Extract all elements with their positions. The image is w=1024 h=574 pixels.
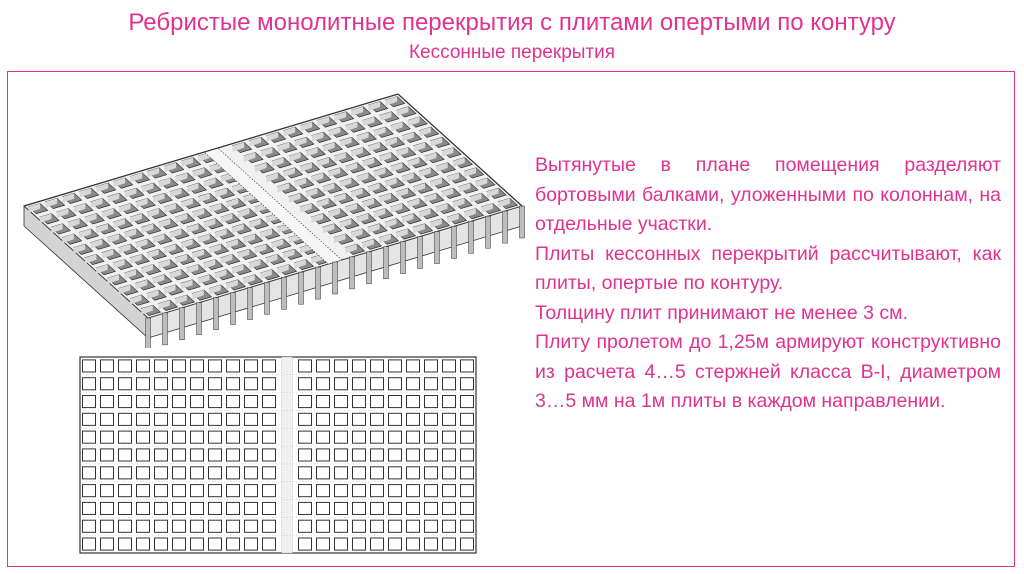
plan-coffer-cell	[83, 538, 96, 550]
plan-coffer-cell	[101, 467, 114, 479]
plan-coffer-cell	[173, 485, 186, 497]
plan-coffer-cell	[155, 467, 168, 479]
plan-coffer-cell	[335, 467, 348, 479]
plan-coffer-cell	[119, 396, 132, 408]
plan-coffer-cell	[209, 431, 222, 443]
plan-coffer-cell	[299, 396, 312, 408]
plan-coffer-cell	[155, 413, 168, 425]
plan-coffer-cell	[101, 485, 114, 497]
plan-coffer-cell	[461, 449, 474, 461]
plan-coffer-cell	[155, 449, 168, 461]
plan-coffer-cell	[83, 360, 96, 372]
plan-coffer-cell	[425, 360, 438, 372]
isometric-coffered-slab-drawing	[18, 86, 528, 348]
plan-coffer-cell	[407, 360, 420, 372]
plan-coffer-cell	[83, 378, 96, 390]
plan-coffer-cell	[137, 467, 150, 479]
rib-end	[214, 298, 219, 330]
plan-coffer-cell	[155, 396, 168, 408]
plan-coffer-cell	[101, 520, 114, 532]
plan-coffer-cell	[371, 520, 384, 532]
rib-end	[180, 308, 185, 340]
plan-coffer-cell	[209, 360, 222, 372]
plan-coffer-cell	[101, 413, 114, 425]
page-title: Ребристые монолитные перекрытия с плитами опертыми по контуру	[128, 9, 896, 36]
plan-coffer-cell	[335, 502, 348, 514]
plan-coffer-cell	[137, 378, 150, 390]
plan-coffer-cell	[137, 502, 150, 514]
plan-coffer-cell	[443, 413, 456, 425]
plan-coffer-cell	[191, 413, 204, 425]
plan-coffer-cell	[173, 360, 186, 372]
rib-end	[452, 226, 457, 258]
plan-coffer-cell	[227, 413, 240, 425]
plan-coffer-cell	[335, 413, 348, 425]
plan-coffer-cell	[263, 538, 276, 550]
plan-coffer-cell	[173, 449, 186, 461]
plan-coffer-cell	[191, 520, 204, 532]
plan-coffer-cell	[389, 396, 402, 408]
plan-coffer-cell	[191, 485, 204, 497]
plan-coffer-cell	[191, 378, 204, 390]
plan-coffer-cell	[407, 449, 420, 461]
plan-coffer-cell	[371, 502, 384, 514]
plan-coffer-cell	[155, 502, 168, 514]
plan-coffer-cell	[83, 467, 96, 479]
plan-coffer-cell	[191, 538, 204, 550]
plan-coffer-cell	[461, 520, 474, 532]
plan-coffer-cell	[443, 449, 456, 461]
plan-coffer-cell	[389, 502, 402, 514]
plan-coffer-cell	[83, 413, 96, 425]
plan-coffer-cell	[119, 485, 132, 497]
plan-coffer-cell	[461, 485, 474, 497]
plan-coffer-cell	[299, 538, 312, 550]
plan-coffer-cell	[317, 431, 330, 443]
plan-coffer-cell	[245, 467, 258, 479]
plan-coffer-cell	[137, 396, 150, 408]
plan-coffer-cell	[371, 449, 384, 461]
plan-coffer-cell	[245, 360, 258, 372]
plan-coffer-cell	[209, 449, 222, 461]
plan-coffer-cell	[173, 431, 186, 443]
plan-coffer-cell	[443, 502, 456, 514]
plan-central-beam	[282, 357, 293, 553]
plan-coffer-cell	[245, 449, 258, 461]
plan-coffer-cell	[173, 538, 186, 550]
plan-coffer-cell	[209, 413, 222, 425]
plan-coffer-cell	[227, 467, 240, 479]
plan-coffer-cell	[173, 396, 186, 408]
plan-coffer-cell	[155, 431, 168, 443]
plan-coffer-cell	[209, 378, 222, 390]
plan-coffer-cell	[443, 378, 456, 390]
plan-coffer-cell	[209, 485, 222, 497]
description-text	[535, 151, 1001, 417]
plan-coffer-cell	[407, 502, 420, 514]
plan-coffer-cell	[155, 360, 168, 372]
plan-coffer-cell	[101, 378, 114, 390]
plan-view-coffered-slab-drawing	[78, 355, 478, 555]
plan-coffer-cell	[245, 413, 258, 425]
rib-end	[146, 318, 151, 348]
plan-coffer-cell	[407, 485, 420, 497]
plan-coffer-cell	[389, 431, 402, 443]
plan-coffer-cell	[263, 378, 276, 390]
plan-coffer-cell	[407, 396, 420, 408]
plan-coffer-cell	[407, 467, 420, 479]
plan-coffer-cell	[461, 413, 474, 425]
plan-coffer-cell	[227, 378, 240, 390]
rib-end	[350, 257, 355, 289]
plan-coffer-cell	[119, 467, 132, 479]
plan-coffer-cell	[299, 449, 312, 461]
plan-coffer-cell	[83, 520, 96, 532]
plan-coffer-cell	[245, 431, 258, 443]
rib-end	[265, 282, 270, 314]
plan-coffer-cell	[335, 485, 348, 497]
plan-coffer-cell	[443, 520, 456, 532]
plan-coffer-cell	[191, 396, 204, 408]
plan-coffer-cell	[353, 360, 366, 372]
plan-coffer-cell	[443, 538, 456, 550]
plan-coffer-cell	[443, 467, 456, 479]
plan-coffer-cell	[245, 538, 258, 550]
plan-coffer-cell	[119, 360, 132, 372]
plan-coffer-cell	[191, 360, 204, 372]
plan-coffer-cell	[299, 378, 312, 390]
plan-coffer-cell	[209, 396, 222, 408]
plan-coffer-cell	[371, 467, 384, 479]
plan-coffer-cell	[191, 467, 204, 479]
plan-coffer-cell	[389, 360, 402, 372]
plan-coffer-cell	[371, 396, 384, 408]
plan-coffer-cell	[101, 449, 114, 461]
plan-coffer-cell	[101, 538, 114, 550]
plan-coffer-cell	[317, 520, 330, 532]
plan-coffer-cell	[263, 360, 276, 372]
plan-coffer-cell	[119, 431, 132, 443]
rib-end	[367, 252, 372, 284]
plan-coffer-cell	[137, 520, 150, 532]
plan-coffer-cell	[443, 360, 456, 372]
plan-coffer-cell	[335, 538, 348, 550]
plan-coffer-cell	[173, 413, 186, 425]
plan-coffer-cell	[461, 431, 474, 443]
plan-coffer-cell	[389, 467, 402, 479]
plan-coffer-cell	[407, 413, 420, 425]
plan-coffer-cell	[173, 467, 186, 479]
plan-coffer-cell	[191, 502, 204, 514]
plan-coffer-cell	[263, 520, 276, 532]
plan-coffer-cell	[317, 485, 330, 497]
plan-coffer-cell	[389, 449, 402, 461]
plan-coffer-cell	[245, 520, 258, 532]
plan-coffer-cell	[425, 449, 438, 461]
plan-coffer-cell	[155, 378, 168, 390]
rib-end	[282, 277, 287, 309]
plan-coffer-cell	[335, 431, 348, 443]
plan-coffer-cell	[389, 413, 402, 425]
plan-coffer-cell	[299, 485, 312, 497]
plan-coffer-cell	[191, 449, 204, 461]
plan-coffer-cell	[425, 485, 438, 497]
description-paragraph-1: Вытянутые в плане помещения разделяют бортовыми балками, уложенными по колоннам, на отдельные участки.	[535, 154, 1001, 235]
plan-coffer-cell	[299, 502, 312, 514]
plan-coffer-cell	[353, 485, 366, 497]
plan-coffer-cell	[83, 502, 96, 514]
rib-end	[163, 313, 168, 345]
plan-coffer-cell	[389, 485, 402, 497]
plan-coffer-cell	[425, 396, 438, 408]
plan-coffer-cell	[461, 396, 474, 408]
plan-coffer-cell	[425, 520, 438, 532]
plan-coffer-cell	[389, 378, 402, 390]
plan-coffer-cell	[245, 378, 258, 390]
plan-coffer-cell	[353, 431, 366, 443]
plan-coffer-cell	[335, 360, 348, 372]
plan-coffer-cell	[317, 449, 330, 461]
rib-end	[197, 303, 202, 335]
plan-coffer-cell	[407, 431, 420, 443]
plan-coffer-cell	[335, 378, 348, 390]
plan-coffer-cell	[137, 485, 150, 497]
plan-coffer-cell	[173, 378, 186, 390]
plan-coffer-cell	[443, 485, 456, 497]
plan-coffer-cell	[317, 538, 330, 550]
plan-coffer-cell	[191, 431, 204, 443]
plan-coffer-cell	[407, 538, 420, 550]
plan-coffer-cell	[119, 538, 132, 550]
plan-coffer-cell	[425, 378, 438, 390]
plan-coffer-cell	[389, 538, 402, 550]
plan-coffer-cell	[155, 485, 168, 497]
rib-end	[418, 237, 423, 269]
plan-coffer-cell	[155, 538, 168, 550]
plan-coffer-cell	[245, 502, 258, 514]
rib-end	[503, 211, 508, 243]
plan-coffer-cell	[335, 396, 348, 408]
plan-coffer-cell	[371, 360, 384, 372]
plan-coffer-cell	[119, 449, 132, 461]
plan-coffer-cell	[227, 520, 240, 532]
plan-coffer-cell	[425, 502, 438, 514]
description-paragraph-3: Толщину плит принимают не менее 3 см.	[535, 301, 908, 324]
plan-coffer-cell	[209, 520, 222, 532]
plan-coffer-cell	[227, 396, 240, 408]
plan-coffer-cell	[335, 520, 348, 532]
plan-coffer-cell	[461, 538, 474, 550]
plan-coffer-cell	[101, 396, 114, 408]
plan-coffer-cell	[425, 538, 438, 550]
plan-coffer-cell	[461, 360, 474, 372]
plan-coffer-cell	[353, 449, 366, 461]
plan-coffer-cell	[227, 431, 240, 443]
plan-coffer-cell	[371, 413, 384, 425]
plan-coffer-cell	[353, 538, 366, 550]
plan-coffer-cell	[443, 431, 456, 443]
plan-coffer-cell	[137, 360, 150, 372]
plan-coffer-cell	[101, 502, 114, 514]
rib-end	[384, 247, 389, 279]
plan-coffer-cell	[389, 520, 402, 532]
plan-coffer-cell	[263, 396, 276, 408]
plan-coffer-cell	[227, 502, 240, 514]
plan-coffer-cell	[317, 502, 330, 514]
rib-end	[401, 242, 406, 274]
plan-coffer-cell	[317, 413, 330, 425]
plan-coffer-cell	[263, 467, 276, 479]
rib-end	[333, 262, 338, 294]
plan-coffer-cell	[137, 413, 150, 425]
plan-coffer-cell	[425, 467, 438, 479]
plan-coffer-cell	[299, 467, 312, 479]
plan-coffer-cell	[227, 360, 240, 372]
rib-end	[299, 272, 304, 304]
plan-coffer-cell	[461, 467, 474, 479]
plan-coffer-cell	[425, 431, 438, 443]
plan-coffer-cell	[209, 538, 222, 550]
plan-coffer-cell	[101, 360, 114, 372]
plan-coffer-cell	[353, 413, 366, 425]
plan-coffer-cell	[353, 378, 366, 390]
plan-coffer-cell	[101, 431, 114, 443]
plan-coffer-cell	[119, 378, 132, 390]
plan-coffer-cell	[299, 520, 312, 532]
plan-coffer-cell	[209, 502, 222, 514]
plan-coffer-cell	[83, 431, 96, 443]
plan-coffer-cell	[443, 396, 456, 408]
plan-coffer-cell	[335, 449, 348, 461]
plan-coffer-cell	[317, 360, 330, 372]
plan-coffer-cell	[137, 538, 150, 550]
plan-coffer-cell	[137, 431, 150, 443]
description-paragraph-4: Плиту пролетом до 1,25м армируют конструктивно из расчета 4…5 стержней класса В-I, диаметром 3…5 мм на 1м плиты в каждом направлении.	[535, 331, 1001, 412]
plan-coffer-cell	[119, 413, 132, 425]
plan-coffer-cell	[263, 485, 276, 497]
plan-coffer-cell	[227, 485, 240, 497]
plan-coffer-cell	[83, 449, 96, 461]
plan-coffer-cell	[425, 413, 438, 425]
plan-coffer-cell	[299, 431, 312, 443]
plan-coffer-cell	[299, 413, 312, 425]
plan-coffer-cell	[353, 502, 366, 514]
plan-coffer-cell	[461, 502, 474, 514]
plan-coffer-cell	[227, 538, 240, 550]
plan-coffer-cell	[263, 413, 276, 425]
plan-coffer-cell	[317, 378, 330, 390]
plan-coffer-cell	[83, 485, 96, 497]
rib-end	[248, 288, 253, 320]
plan-coffer-cell	[299, 360, 312, 372]
description-paragraph-2: Плиты кессонных перекрытий рассчитывают, как плиты, опертые по контуру.	[535, 242, 1001, 294]
plan-coffer-cell	[461, 378, 474, 390]
rib-end	[435, 232, 440, 264]
rib-end	[231, 293, 236, 325]
plan-coffer-cell	[83, 396, 96, 408]
plan-coffer-cell	[263, 431, 276, 443]
plan-coffer-cell	[317, 467, 330, 479]
plan-coffer-cell	[371, 378, 384, 390]
plan-coffer-cell	[407, 378, 420, 390]
plan-coffer-cell	[371, 431, 384, 443]
plan-coffer-cell	[353, 396, 366, 408]
rib-end	[520, 206, 525, 238]
plan-coffer-cell	[209, 467, 222, 479]
plan-coffer-cell	[137, 449, 150, 461]
plan-coffer-cell	[173, 502, 186, 514]
plan-coffer-cell	[263, 449, 276, 461]
plan-coffer-cell	[371, 538, 384, 550]
plan-coffer-cell	[371, 485, 384, 497]
rib-end	[469, 221, 474, 253]
plan-coffer-cell	[173, 520, 186, 532]
rib-end	[486, 216, 491, 248]
plan-coffer-cell	[353, 467, 366, 479]
plan-coffer-cell	[119, 520, 132, 532]
plan-coffer-cell	[407, 520, 420, 532]
plan-coffer-cell	[119, 502, 132, 514]
plan-coffer-cell	[353, 520, 366, 532]
plan-coffer-cell	[245, 396, 258, 408]
page-subtitle: Кессонные перекрытия	[408, 42, 616, 63]
plan-coffer-cell	[245, 485, 258, 497]
plan-coffer-cell	[227, 449, 240, 461]
rib-end	[316, 267, 321, 299]
plan-coffer-cell	[155, 520, 168, 532]
plan-coffer-cell	[263, 502, 276, 514]
plan-coffer-cell	[317, 396, 330, 408]
